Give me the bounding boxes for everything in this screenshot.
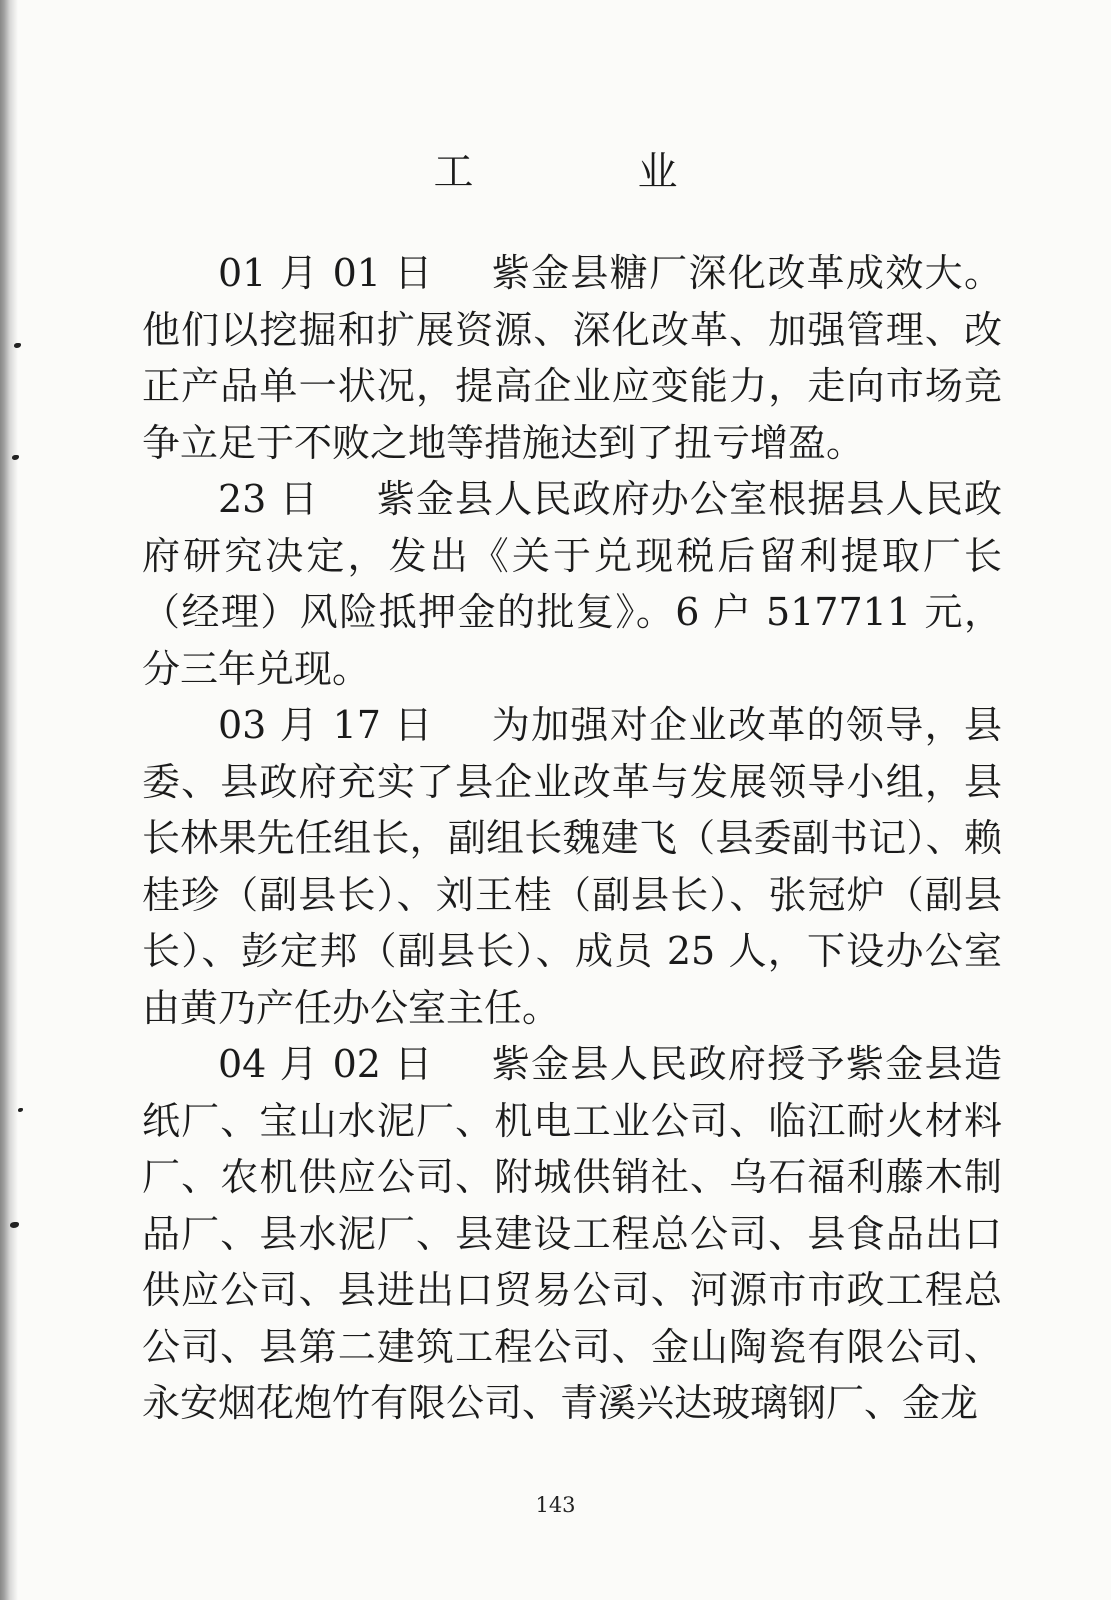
entry-paragraph: [142, 697, 1002, 1036]
entry-text: 紫金县人民政府办公室根据县人民政府研究决定，发出《关于兑现税后留利提取厂长（经理）风险抵押金的批复》。6 户 517711 元，分三年兑现。: [142, 477, 1002, 691]
entry-text: 为加强对企业改革的领导，县委、县政府充实了县企业改革与发展领导小组，县长林果先任组长，副组长魏建飞（县委副书记）、赖桂珍（副县长）、刘王桂（副县长）、张冠炉（副县长）、彭定邦（副县长）、成员 25 人，下设办公室由黄乃产任办公室主任。: [142, 703, 1002, 1030]
section-title: 工 业: [433, 149, 740, 195]
entry-paragraph: [142, 245, 1002, 471]
scan-speck: [14, 343, 21, 348]
entry-date: 01 月 01 日: [218, 251, 434, 295]
entry-date: 23 日: [218, 477, 319, 521]
entry-text: 紫金县人民政府授予紫金县造纸厂、宝山水泥厂、机电工业公司、临江耐火材料厂、农机供应公司、附城供销社、乌石福利藤木制品厂、县水泥厂、县建设工程总公司、县食品出口供应公司、县进出口贸易公司、河源市市政工程总公司、县第二建筑工程公司、金山陶瓷有限公司、永安烟花炮竹有限公司、青溪兴达玻璃钢厂、金龙: [142, 1042, 1002, 1425]
scan-edge-shadow: [0, 0, 18, 1600]
body-text: [142, 245, 1002, 1432]
entry-date: 03 月 17 日: [218, 703, 434, 747]
entry-date: 04 月 02 日: [218, 1042, 434, 1086]
scan-speck: [18, 1108, 23, 1112]
page-number: 143: [535, 1493, 576, 1517]
entry-paragraph: [142, 471, 1002, 697]
entry-paragraph: [142, 1036, 1002, 1432]
entry-text: 紫金县糖厂深化改革成效大。他们以挖掘和扩展资源、深化改革、加强管理、改正产品单一状况，提高企业应变能力，走向市场竞争立足于不败之地等措施达到了扭亏增盈。: [142, 251, 1002, 465]
